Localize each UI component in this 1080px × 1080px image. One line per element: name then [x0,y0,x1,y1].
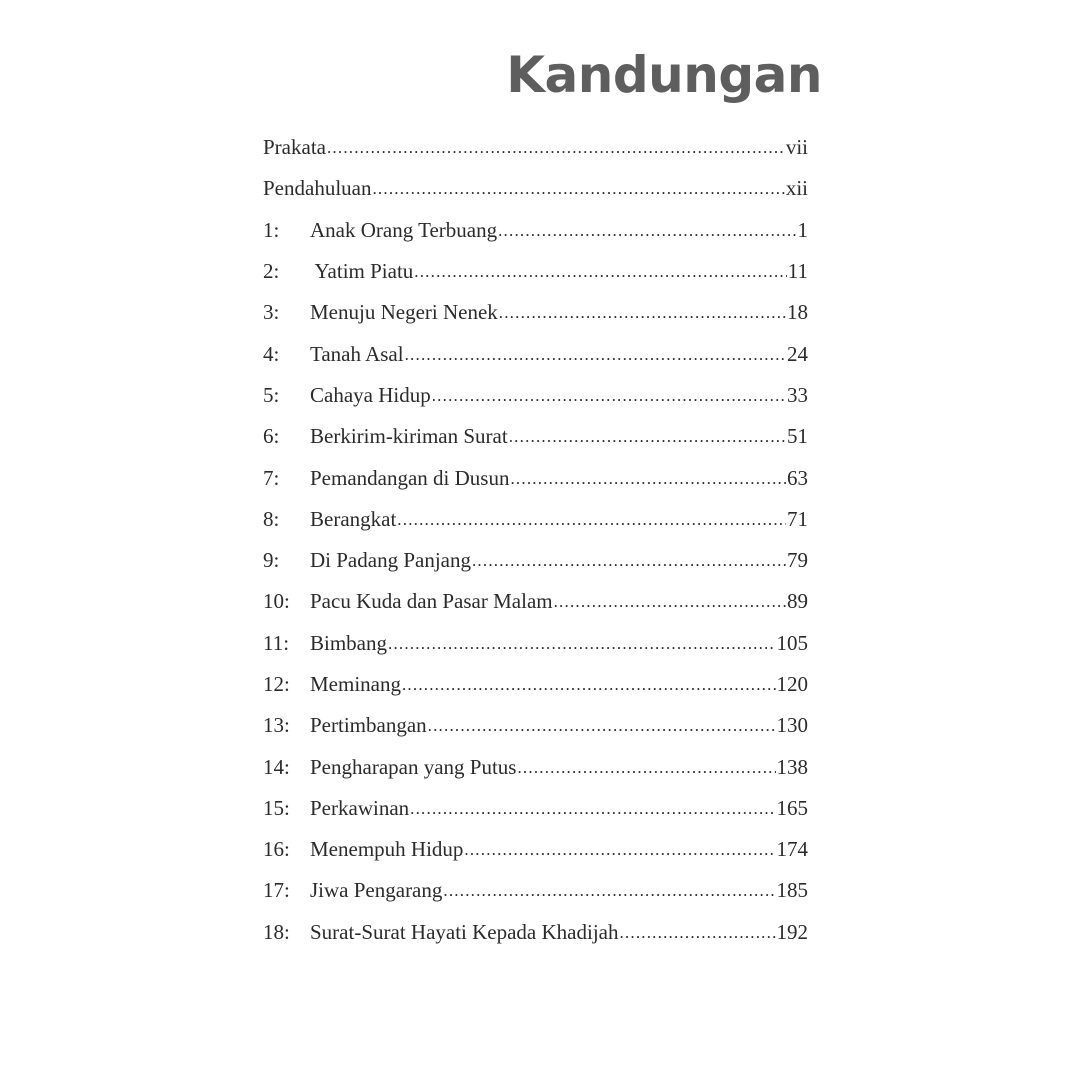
toc-entry-page: 130 [776,713,808,738]
toc-dot-leader [499,302,786,323]
toc-entry-page: vii [785,135,808,160]
toc-dot-leader [397,509,786,530]
toc-entry-label: Menempuh Hidup [310,837,464,862]
toc-entry-chapter-9[interactable] [263,540,808,581]
toc-dot-leader [443,880,775,901]
toc-entry-label: Di Padang Panjang [310,548,471,573]
toc-entry-number: 17: [263,878,290,903]
toc-entry-chapter-14[interactable] [263,746,808,787]
toc-entry-chapter-4[interactable] [263,333,808,374]
page-title: Kandungan [506,46,822,104]
toc-dot-leader [372,178,784,199]
toc-entry-page: 18 [787,300,808,325]
toc-entry-number: 10: [263,589,290,614]
toc-dot-leader [619,922,775,943]
toc-entry-chapter-17[interactable] [263,870,808,911]
toc-entry-label: Berangkat [310,506,397,531]
toc-entry-page: 192 [776,919,808,944]
toc-entry-number: 1: [263,217,280,242]
toc-entry-page: 79 [787,548,808,573]
toc-entry-label: Pengharapan yang Putus [310,754,517,779]
toc-entry-page: 63 [787,465,808,490]
toc-entry-label: Tanah Asal [310,341,404,366]
toc-entry-chapter-12[interactable] [263,664,808,705]
toc-entry-label: Bimbang [310,630,387,655]
toc-entry-chapter-7[interactable] [263,457,808,498]
toc-entry-label: Yatim Piatu [310,259,414,284]
toc-entry-number: 14: [263,754,290,779]
toc-dot-leader [464,839,775,860]
toc-entry-number: 3: [263,300,280,325]
toc-entry-page: 185 [776,878,808,903]
toc-dot-leader [428,715,776,736]
toc-entry-label: Pertimbangan [310,713,427,738]
toc-entry-number: 2: [263,259,280,284]
toc-entry-number: 4: [263,341,280,366]
toc-entry-label: Pacu Kuda dan Pasar Malam [310,589,553,614]
toc-entry-label: Jiwa Pengarang [310,878,443,903]
toc-dot-leader [554,591,786,612]
toc-entry-chapter-15[interactable] [263,788,808,829]
toc-entry-number: 16: [263,837,290,862]
toc-dot-leader [498,220,796,241]
toc-entry-number: 13: [263,713,290,738]
toc-entry-chapter-3[interactable] [263,292,808,333]
toc-entry-page: 33 [787,382,808,407]
toc-dot-leader [388,633,776,654]
toc-entry-page: 51 [787,424,808,449]
toc-entry-label: Pemandangan di Dusun [310,465,510,490]
toc-entry-chapter-13[interactable] [263,705,808,746]
toc-entry-number: 6: [263,424,280,449]
toc-entry-page: 105 [776,630,808,655]
table-of-contents [263,127,808,953]
toc-entry-page: 138 [776,754,808,779]
toc-entry-number: 5: [263,382,280,407]
toc-entry-page: 24 [787,341,808,366]
toc-entry-chapter-16[interactable] [263,829,808,870]
toc-entry-number: 9: [263,548,280,573]
toc-entry-label: Berkirim-kiriman Surat [310,424,508,449]
toc-entry-chapter-11[interactable] [263,623,808,664]
toc-entry-label: Prakata [263,135,326,160]
toc-entry-label: Meminang [310,672,401,696]
toc-entry-chapter-5[interactable] [263,375,808,416]
toc-entry-number: 18: [263,919,290,944]
toc-entry-page: 1 [797,217,808,242]
toc-dot-leader [432,385,786,406]
toc-dot-leader [517,757,775,778]
toc-entry-page: 165 [776,795,808,820]
toc-entry-label: Menuju Negeri Nenek [310,300,498,325]
toc-dot-leader [510,468,786,489]
toc-entry-chapter-2[interactable] [263,251,808,292]
toc-entry-page: xii [785,176,808,201]
toc-dot-leader [472,550,786,571]
toc-dot-leader [414,261,786,282]
toc-entry-page: 174 [776,837,808,862]
toc-entry-chapter-8[interactable] [263,499,808,540]
toc-entry-number: 11: [263,630,290,655]
toc-entry-number: 12: [263,672,290,696]
toc-entry-page: 11 [787,259,808,284]
toc-entry-chapter-18[interactable] [263,912,808,953]
toc-entry-label: Anak Orang Terbuang [310,217,498,242]
toc-entry-chapter-10[interactable] [263,581,808,622]
toc-dot-leader [402,674,776,695]
toc-entry-chapter-6[interactable] [263,416,808,457]
toc-entry-label: Surat-Surat Hayati Kepada Khadijah [310,919,619,944]
toc-dot-leader [509,426,786,447]
toc-entry-label: Pendahuluan [263,176,372,201]
toc-entry-page: 120 [776,672,808,696]
toc-entry-label: Perkawinan [310,795,410,820]
toc-entry-number: 7: [263,465,280,490]
toc-dot-leader [327,137,785,158]
toc-entry-number: 8: [263,506,280,531]
toc-entry-prakata[interactable] [263,127,808,168]
toc-entry-page: 71 [787,506,808,531]
toc-entry-page: 89 [787,589,808,614]
toc-entry-label: Cahaya Hidup [310,382,431,407]
toc-entry-number: 15: [263,795,290,820]
toc-dot-leader [405,344,786,365]
toc-entry-chapter-1[interactable] [263,210,808,251]
toc-entry-pendahuluan[interactable] [263,168,808,209]
toc-dot-leader [410,798,775,819]
